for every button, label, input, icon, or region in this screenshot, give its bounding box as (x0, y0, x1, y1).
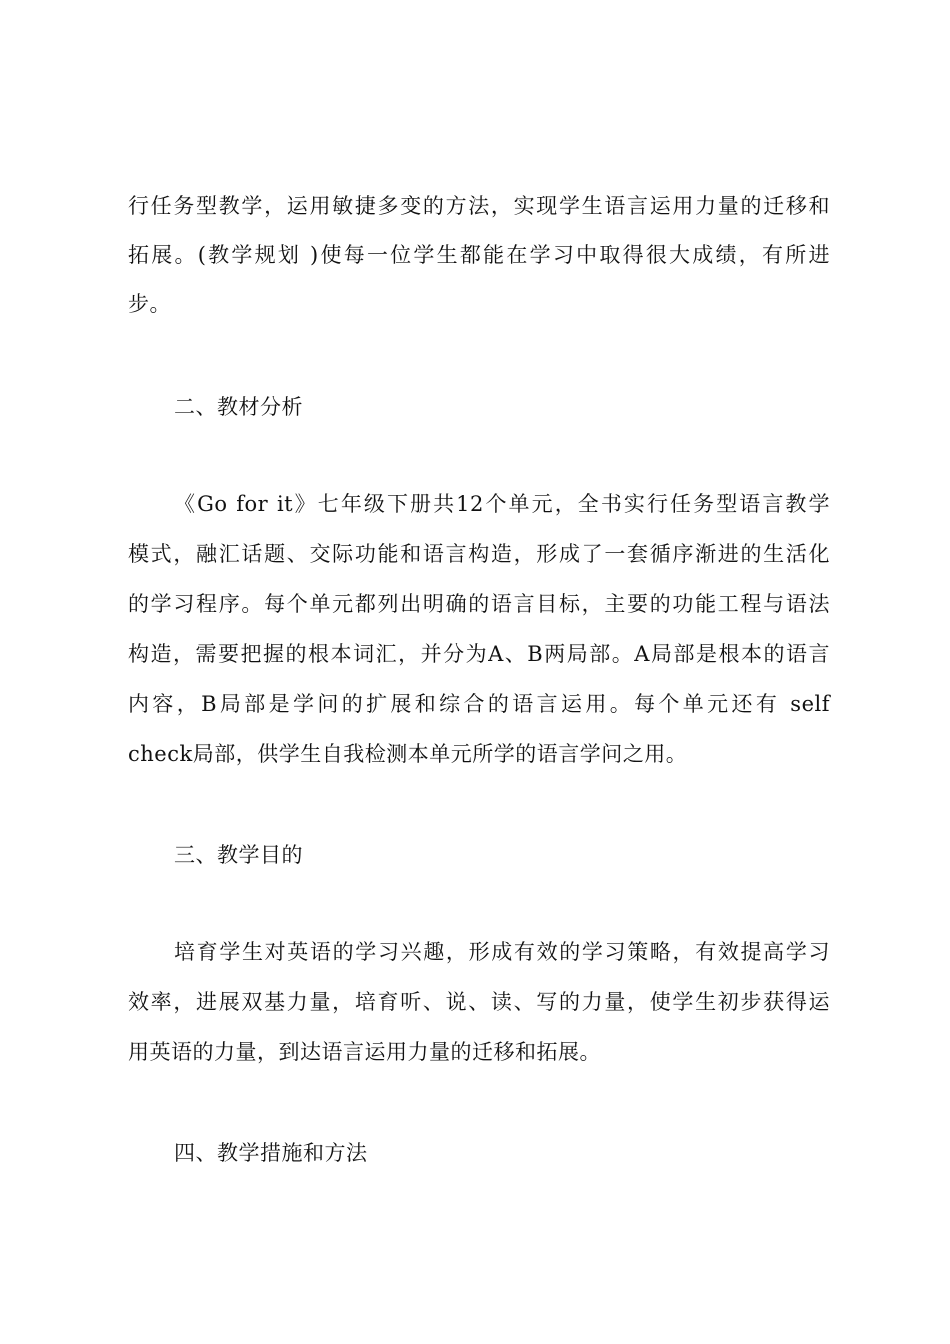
intro-line-3: 步。 (128, 292, 171, 316)
materials-line-3: 的学习程序。每个单元都列出明确的语言目标，主要的功能工程与语法 (128, 592, 830, 616)
goals-line-1: 培育学生对英语的学习兴趣，形成有效的学习策略，有效提高学习 (174, 940, 830, 964)
intro-line-1: 行任务型教学，运用敏捷多变的方法，实现学生语言运用力量的迁移和 (128, 194, 830, 218)
materials-line-2: 模式，融汇话题、交际功能和语言构造，形成了一套循序渐进的生活化 (128, 542, 830, 566)
intro-line-2: 拓展。(教学规划 )使每一位学生都能在学习中取得很大成绩，有所进 (128, 243, 830, 267)
goals-line-2: 效率，进展双基力量，培育听、说、读、写的力量，使学生初步获得运 (128, 990, 830, 1014)
materials-line-4: 构造，需要把握的根本词汇，并分为A、B两局部。A局部是根本的语言 (128, 642, 830, 666)
materials-line-1: 《Go for it》七年级下册共12个单元，全书实行任务型语言教学 (174, 492, 830, 516)
goals-line-3: 用英语的力量，到达语言运用力量的迁移和拓展。 (128, 1040, 601, 1064)
materials-line-6: check局部，供学生自我检测本单元所学的语言学问之用。 (128, 742, 688, 766)
section-heading-methods: 四、教学措施和方法 (174, 1141, 368, 1165)
materials-line-5: 内容，B局部是学问的扩展和综合的语言运用。每个单元还有 self (128, 692, 830, 716)
section-heading-goals: 三、教学目的 (174, 843, 303, 867)
section-heading-materials: 二、教材分析 (174, 395, 303, 419)
